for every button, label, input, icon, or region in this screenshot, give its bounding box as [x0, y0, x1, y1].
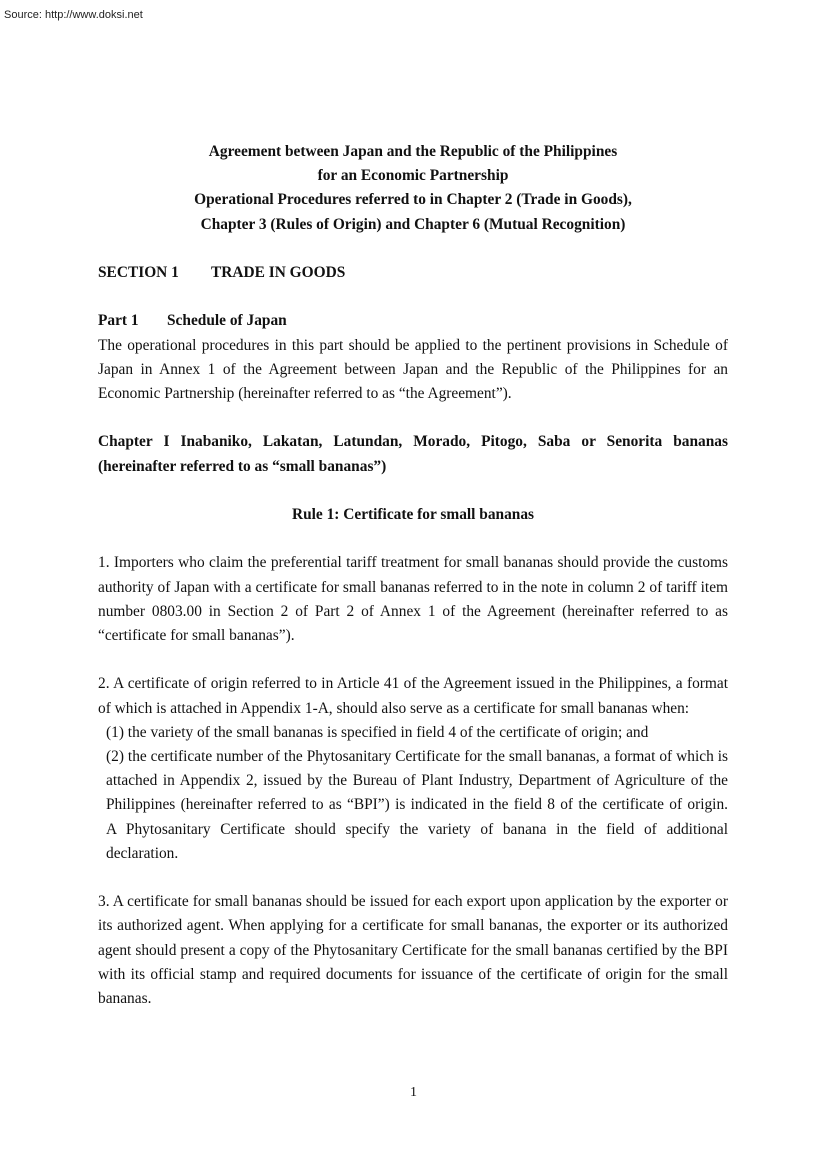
- document-title: [98, 140, 728, 237]
- section-number: SECTION 1: [98, 264, 179, 281]
- paragraph-2-item-2: (2) the certificate number of the Phytosanitary Certificate for the small bananas, a format of which is attached in Appendix 2, issued by the Bureau of Plant Industry, Department of Agriculture of the Philippines (hereinafter referred to as “BPI”) is indicated in the field 8 of the certificate of origin. A Phytosanitary Certificate should specify the variety of banana in the field of additional declaration.: [106, 747, 744, 862]
- paragraph-1: 1. Importers who claim the preferential tariff treatment for small bananas should provide the customs authority of Japan with a certificate for small bananas referred to in the note in column 2 of tariff item number 0803.00 in Section 2 of Part 2 of Annex 1 of the Agreement (hereinafter referred to as “certificate for small bananas”).: [98, 554, 728, 644]
- section-name: TRADE IN GOODS: [211, 264, 346, 281]
- part-name: Schedule of Japan: [167, 312, 287, 330]
- part-number: Part 1: [98, 312, 139, 330]
- paragraph-2-item-1: (1) the variety of the small bananas is specified in field 4 of the certificate of origin; and: [106, 723, 649, 741]
- chapter-heading: Chapter I Inabaniko, Lakatan, Latundan, Morado, Pitogo, Saba or Senorita bananas (hereinafter referred to as “small bananas”): [98, 433, 728, 475]
- source-url: Source: http://www.doksi.net: [4, 9, 143, 21]
- title-line-3: Operational Procedures referred to in Chapter 2 (Trade in Goods),: [194, 191, 632, 209]
- title-line-2: for an Economic Partnership: [317, 167, 509, 185]
- rule-heading: Rule 1: Certificate for small bananas: [291, 505, 535, 523]
- paragraph-3: 3. A certificate for small bananas should be issued for each export upon application by the exporter or its authorized agent. When applying for a certificate for small bananas, the exporter or its authorized agent should present a copy of the Phytosanitary Certificate for the small bananas certified by the BPI with its official stamp and required documents for issuance of the certificate of origin for the small bananas.: [98, 893, 728, 1007]
- part-heading: [98, 309, 728, 333]
- section-heading: [98, 261, 728, 285]
- document-body: [98, 140, 744, 1011]
- part-intro-paragraph: The operational procedures in this part should be applied to the pertinent provisions in Schedule of Japan in Annex 1 of the Agreement between Japan and the Republic of the Philippines for an Economic Partnership (hereinafter referred to as “the Agreement”).: [98, 336, 728, 402]
- page-number: 1: [410, 1085, 417, 1100]
- title-line-1: Agreement between Japan and the Republic of the Philippines: [208, 143, 618, 160]
- title-line-4: Chapter 3 (Rules of Origin) and Chapter 6 (Mutual Recognition): [200, 215, 626, 233]
- paragraph-2: 2. A certificate of origin referred to in Article 41 of the Agreement issued in the Philippines, a format of which is attached in Appendix 1-A, should also serve as a certificate for small bananas when:: [98, 675, 728, 717]
